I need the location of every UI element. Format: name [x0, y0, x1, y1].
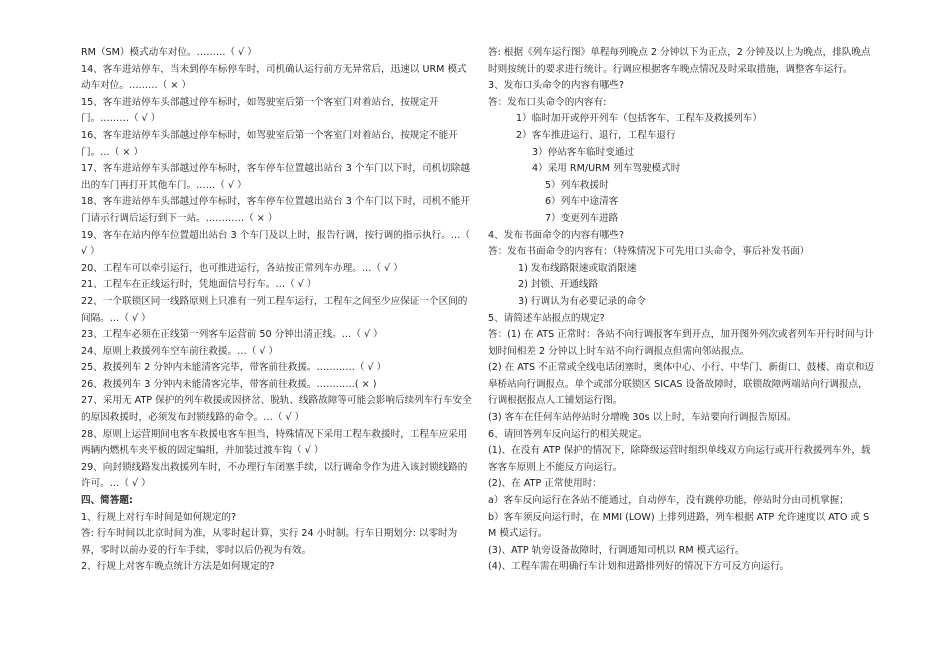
qa-answer-2: 答: 根据《列车运行图》单程每列晚点 2 分钟以下为正点，2 分钟及以上为晚点，排队晚点时则按统计的要求进行统计。行调应根据客车晚点情况及时采取措施，调整客车运行。: [488, 47, 871, 75]
answer-6-part-4: b）客车须反向运行时，在 MMI (LOW) 上排列进路，列车根据 ATP 允许速度以 ATO 或 SM 模式运行。: [488, 511, 870, 540]
answer-4-item-2: 2) 封锁、开通线路: [518, 279, 599, 291]
answer-6-part-6: (4)、工程车需在明确行车计划和进路排列好的情况下方可反方向运行。: [488, 561, 790, 573]
tf-item-27: 27、采用无 ATP 保护的列车救援或因挤岔、脱轨、线路故障等可能会影响后续列车行车安全的原因救援时，必须发布封锁线路的命令。…（ √ ）: [81, 395, 472, 424]
tf-item-13-tail: RM（SM）模式动车对位。………（ √ ）: [81, 47, 257, 58]
answer-6-part-3: a）客车反向运行在各站不能通过，自动停车，没有跳停功能，停站时分由司机掌握；: [488, 495, 849, 507]
tf-item-28: 28、原则上运营期间电客车救援电客车担当，特殊情况下采用工程车救援时，工程车应采用两辆内燃机车夹平板的固定编组，并加装过渡车钩（ √ ）: [81, 428, 468, 457]
tf-item-24: 24、原则上救援列车空车前往救援。…（ √ ）: [81, 345, 279, 357]
qa-answer-4: 答：发布书面命令的内容有：（特殊情况下可先用口头命令，事后补发书面）: [488, 246, 810, 258]
tf-item-18: 18、客车进站停车头部越过停车标时，客车停车位置越出站台 3 个车门以下时，司机不能开门请示行调后运行到下一站。…………（ × ）: [81, 196, 470, 224]
answer-3-item-5: 5）列车救援时: [545, 179, 609, 191]
qa-question-4: 4、发布书面命令的内容有哪些?: [488, 229, 624, 241]
tf-item-25: 25、救援列车 2 分钟内未能清客完毕，带客前往救援。…………（ √ ）: [81, 362, 387, 374]
qa-question-3: 3、发布口头命令的内容有哪些?: [488, 80, 624, 92]
qa-answer-3: 答：发布口头命令的内容有:: [488, 96, 607, 108]
tf-item-23: 23、工程车必须在正线第一列客车运营前 50 分钟出清正线。…（ √ ）: [81, 329, 383, 341]
answer-4-item-1: 1) 发布线路限速或取消限速: [518, 262, 637, 274]
section-heading: 四、简答题:: [81, 495, 133, 507]
tf-item-15: 15、客车进站停车头部越过停车标时，如驾驶室后第一个客室门对着站台，按规定开门。………（ √ ）: [81, 96, 439, 125]
tf-item-16: 16、客车进站停车头部越过停车标时，如驾驶室后第一个客室门对着站台，按规定不能开门。…（ × ）: [81, 129, 458, 158]
answer-6-part-2: (2)、在 ATP 正常使用时：: [488, 478, 602, 490]
right-column: [488, 45, 875, 576]
tf-item-19: 19、客车在站内停车位置超出站台 3 个车门及以上时，报告行调，按行调的指示执行。…（ √ ）: [81, 229, 470, 258]
qa-question-2: 2、行规上对客车晚点统计方法是如何规定的?: [81, 561, 275, 573]
answer-5-part-2: (2) 在 ATS 不正常或全线电话闭塞时，奥体中心、小行、中华门、新街口、鼓楼、南京和迈皋桥站向行调报点。单个或部分联锁区 SICAS 设备故障时，联锁故障两端站向行调报点，行调根据报点人工铺划运行图。: [488, 362, 874, 407]
left-column: [81, 45, 474, 576]
answer-6-part-1: (1)、在没有 ATP 保护的情况下，除降级运营时组织单线双方向运行或开行救援列车外，载客客车原则上不能反方向运行。: [488, 445, 871, 473]
qa-answer-1: 答: 行车时间以北京时间为准，从零时起计算，实行 24 小时制。行车日期划分: 以零时为界，零时以前办妥的行车手续，零时以后仍视为有效。: [81, 528, 458, 556]
tf-item-14: 14、客车进站停车，当未到停车标停车时，司机确认运行前方无异常后，迅速以 URM 模式动车对位。………（ × ）: [81, 63, 467, 92]
answer-6-part-5: (3)、ATP 轨旁设备故障时，行调通知司机以 RM 模式运行。: [488, 544, 745, 556]
answer-3-item-2: 2）客车推进运行、退行，工程车退行: [516, 129, 676, 141]
tf-item-26: 26、救援列车 3 分钟内未能清客完毕，带客前往救援。…………( × ): [81, 378, 377, 390]
tf-item-21: 21、工程车在正线运行时，凭地面信号行车。…（ √ ）: [81, 279, 317, 291]
tf-item-22: 22、一个联锁区同一线路原则上只准有一列工程车运行，工程车之间至少应保证一个区间的间隔。…（ √ ）: [81, 295, 468, 324]
tf-item-17: 17、客车进站停车头部越过停车标时，客车停车位置越出站台 3 个车门以下时，司机切除越出的车门再打开其他车门。……（ √ ）: [81, 163, 470, 191]
answer-3-item-4: 4）采用 RM/URM 列车驾驶模式时: [532, 163, 681, 175]
tf-item-29: 29、向封锁线路发出救援列车时，不办理行车闭塞手续，以行调命令作为进入该封锁线路的许可。…（ √ ）: [81, 461, 468, 490]
qa-question-6: 6、请回答列车反向运行的相关规定。: [488, 428, 648, 440]
answer-3-item-3: 3）停站客车临时变通过: [532, 146, 635, 158]
answer-3-item-7: 7）变更列车进路: [545, 212, 619, 224]
tf-item-20: 20、工程车可以牵引运行，也可推进运行，各站按正常列车办理。…（ √ ）: [81, 262, 403, 274]
answer-5-part-1: 答：(1) 在 ATS 正常时：各站不向行调报客车到开点，加开图外列次或者列车开行时间与计划时间相差 2 分钟以上时车站不向行调报点但需向邻站报点。: [488, 329, 874, 357]
qa-question-1: 1、行规上对行车时间是如何规定的?: [81, 511, 237, 523]
answer-3-item-6: 6）列车中途清客: [545, 196, 619, 208]
answer-5-part-3: (3) 客车在任何车站停站时分增晚 30s 以上时，车站要向行调报告原因。: [488, 412, 797, 424]
answer-3-item-1: 1）临时加开或停开列车（包括客车、工程车及救援列车）: [516, 113, 762, 125]
qa-question-5: 5、请简述车站报点的规定?: [488, 312, 605, 324]
answer-4-item-3: 3) 行调认为有必要记录的命令: [518, 295, 647, 307]
